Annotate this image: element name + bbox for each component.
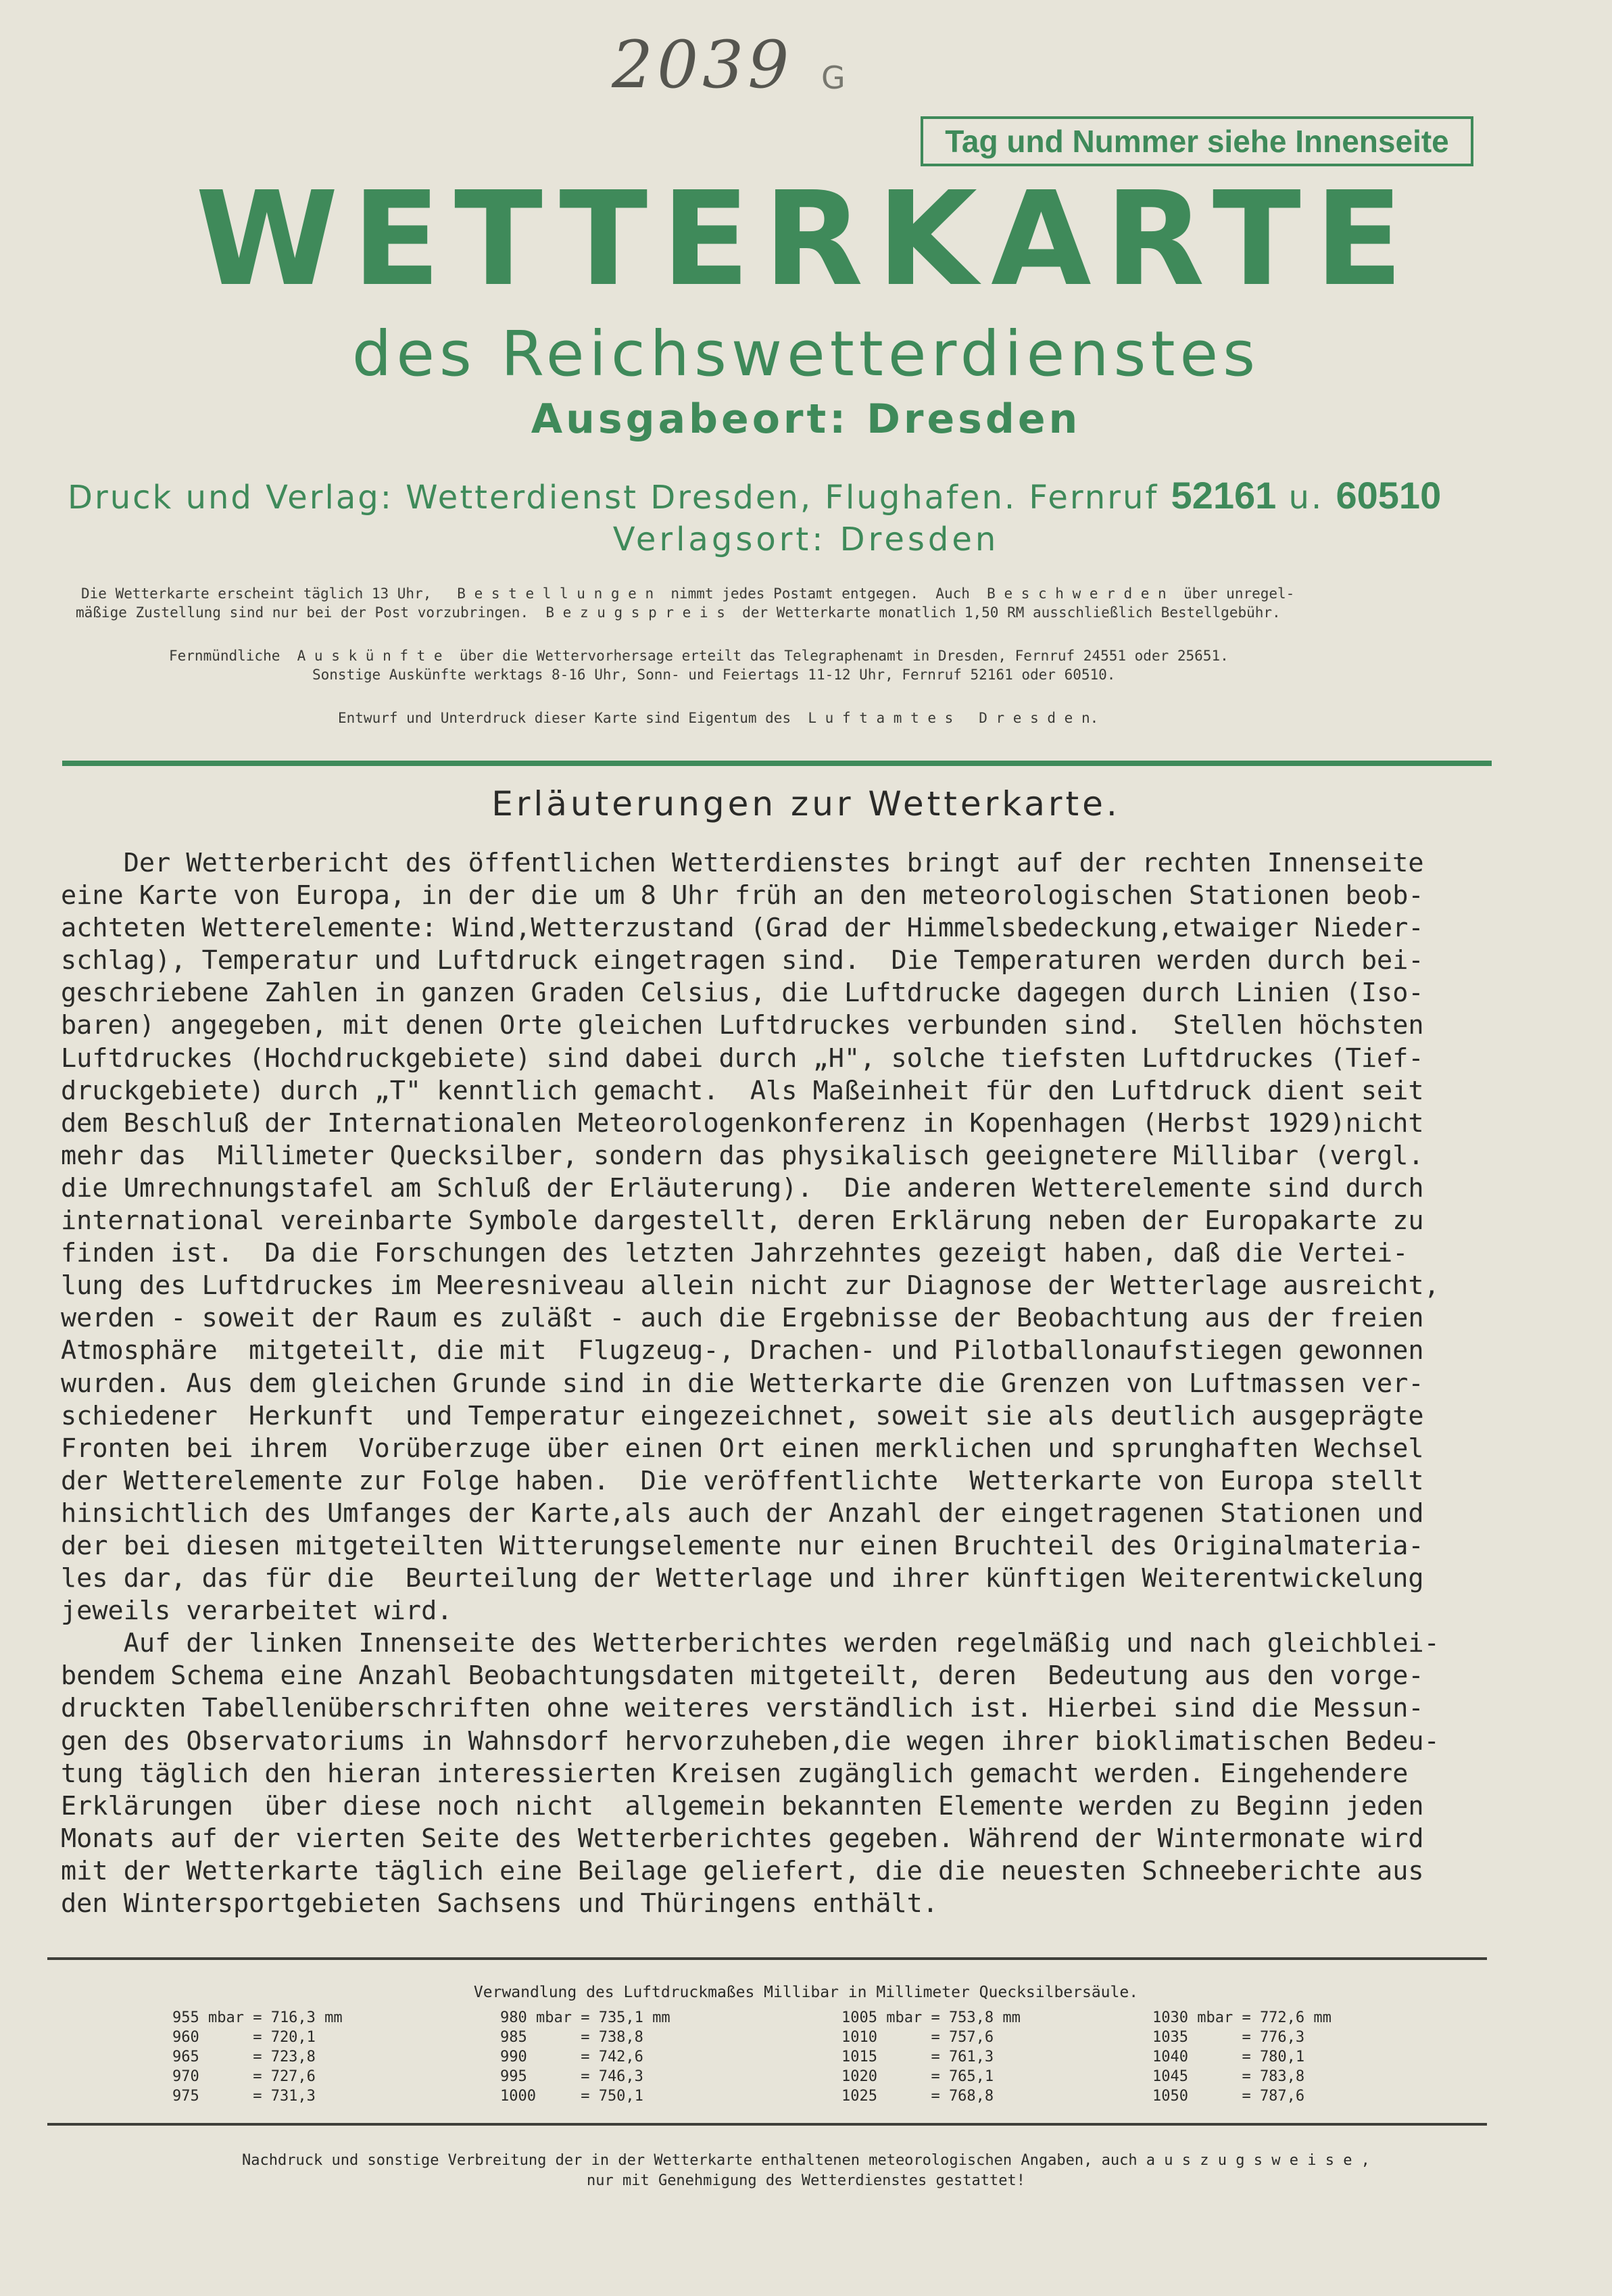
- text-line: Auf der linken Innenseite des Wetterberichtes werden regelmäßig und nach gleichblei-: [61, 1628, 1440, 1659]
- conversion-row: 970 = 727,6: [172, 2068, 316, 2085]
- info-phone-line: Sonstige Auskünfte werktags 8-16 Uhr, Sonn- und Feiertags 11-12 Uhr, Fernruf 52161 oder 60510.: [312, 667, 1116, 683]
- conversion-row: 1010 = 757,6: [841, 2029, 994, 2046]
- footer-divider: [47, 2123, 1487, 2126]
- text-line: Der Wetterbericht des öffentlichen Wetterdienstes bringt auf der rechten Innenseite: [61, 848, 1424, 878]
- text-line: dem Beschluß der Internationalen Meteorologenkonferenz in Kopenhagen (Herbst 1929)nicht: [61, 1107, 1424, 1139]
- conversion-row: 985 = 738,8: [500, 2029, 643, 2046]
- issue-place: Ausgabeort: Dresden: [531, 396, 1081, 443]
- text-line: international vereinbarte Symbole dargestellt, deren Erklärung neben der Europakarte zu: [61, 1205, 1424, 1237]
- conversion-row: 980 mbar = 735,1 mm: [500, 2009, 670, 2026]
- text-line: tung täglich den hieran interessierten Kreisen zugänglich gemacht werden. Eingehendere: [61, 1758, 1409, 1789]
- text-line: Atmosphäre mitgeteilt, die mit Flugzeug-, Drachen- und Pilotballonaufstiegen gewonnen: [61, 1335, 1424, 1366]
- section-heading: Erläuterungen zur Wetterkarte.: [491, 784, 1121, 823]
- header-divider: [62, 761, 1492, 766]
- phone-number-2: 60510: [1336, 474, 1442, 517]
- conversion-row: 960 = 720,1: [172, 2029, 316, 2046]
- copyright-line: Entwurf und Unterdruck dieser Karte sind Eigentum des L u f t a m t e s D r e s d e n.: [338, 710, 1099, 726]
- text-line: Fronten bei ihrem Vorüberzuge über einen Ort einen merklichen und sprunghaften Wechsel: [61, 1433, 1424, 1464]
- handwritten-mark: G: [821, 59, 846, 96]
- page-subtitle: des Reichswetterdienstes: [351, 318, 1261, 390]
- text-line: geschriebene Zahlen in ganzen Graden Celsius, die Luftdrucke dagegen durch Linien (Iso-: [61, 978, 1424, 1009]
- text-line: der Wetterelemente zur Folge haben. Die veröffentlichte Wetterkarte von Europa stellt: [61, 1465, 1424, 1496]
- text-line: druckten Tabellenüberschriften ohne weiteres verständlich ist. Hierbei sind die Messun-: [61, 1693, 1424, 1724]
- conversion-row: 1000 = 750,1: [500, 2088, 643, 2105]
- text-line: die Umrechnungstafel am Schluß der Erläuterung). Die anderen Wetterelemente sind durch: [61, 1172, 1424, 1203]
- text-line: Erklärungen über diese noch nicht allgemein bekannten Elemente werden zu Beginn jeden: [61, 1790, 1424, 1821]
- text-line: druckgebiete) durch „T" kenntlich gemacht. Als Maßeinheit für den Luftdruck dient seit: [61, 1075, 1424, 1106]
- footer-line: Nachdruck und sonstige Verbreitung der in der Wetterkarte enthaltenen meteorologischen Angaben, auch a u s z u g s w e i s e ,: [242, 2152, 1370, 2169]
- conversion-row: 1005 mbar = 753,8 mm: [841, 2009, 1021, 2026]
- footer-line: nur mit Genehmigung des Wetterdienstes gestattet!: [586, 2172, 1025, 2189]
- conversion-row: 1040 = 780,1: [1152, 2049, 1305, 2065]
- publisher-line: [68, 473, 1521, 517]
- conversion-row: 1030 mbar = 772,6 mm: [1152, 2009, 1332, 2026]
- conversion-column: [500, 2008, 670, 2106]
- info-phone-line: Fernmündliche A u s k ü n f t e über die Wettervorhersage erteilt das Telegraphenamt in Dresden, Fernruf 24551 oder 25651.: [169, 648, 1229, 664]
- conversion-row: 1035 = 776,3: [1152, 2029, 1305, 2046]
- conversion-row: 1025 = 768,8: [841, 2088, 994, 2105]
- text-line: mehr das Millimeter Quecksilber, sondern das physikalisch geeignetere Millibar (vergl.: [61, 1140, 1424, 1171]
- publisher-text: Druck und Verlag: Wetterdienst Dresden, Flughafen. Fernruf: [68, 479, 1159, 517]
- conversion-row: 1020 = 765,1: [841, 2068, 994, 2085]
- issue-note-box: Tag und Nummer siehe Innenseite: [921, 116, 1473, 166]
- conversion-row: 955 mbar = 716,3 mm: [172, 2009, 343, 2026]
- publishing-place: Verlagsort: Dresden: [612, 521, 1000, 558]
- explanation-text: [61, 847, 1494, 1920]
- text-line: schiedener Herkunft und Temperatur eingezeichnet, soweit sie als deutlich ausgeprägte: [61, 1400, 1424, 1431]
- text-line: schlag), Temperatur und Luftdruck eingetragen sind. Die Temperaturen werden durch bei-: [61, 945, 1424, 976]
- text-line: jeweils verarbeitet wird.: [61, 1596, 453, 1627]
- conversion-row: 965 = 723,8: [172, 2049, 316, 2065]
- conversion-column: [841, 2008, 1021, 2106]
- text-line: lung des Luftdruckes im Meeresniveau allein nicht zur Diagnose der Wetterlage ausreicht,: [61, 1270, 1440, 1301]
- text-line: baren) angegeben, mit denen Orte gleichen Luftdruckes verbunden sind. Stellen höchsten: [61, 1010, 1424, 1041]
- conversion-row: 995 = 746,3: [500, 2068, 643, 2085]
- text-line: bendem Schema eine Anzahl Beobachtungsdaten mitgeteilt, deren Bedeutung aus den vorge-: [61, 1660, 1424, 1692]
- handwritten-number: 2039: [612, 27, 793, 103]
- text-line: Luftdruckes (Hochdruckgebiete) sind dabei durch „H", solche tiefsten Luftdruckes (Tief-: [61, 1043, 1424, 1074]
- text-line: gen des Observatoriums in Wahnsdorf hervorzuheben,die wegen ihrer bioklimatischen Bedeu-: [61, 1725, 1440, 1756]
- text-line: les dar, das für die Beurteilung der Wetterlage und ihrer künftigen Weiterentwickelung: [61, 1563, 1424, 1594]
- text-line: achteten Wetterelemente: Wind,Wetterzustand (Grad der Himmelsbedeckung,etwaiger Nieder-: [61, 913, 1424, 944]
- text-line: den Wintersportgebieten Sachsens und Thüringens enthält.: [61, 1888, 939, 1919]
- info-line: Die Wetterkarte erscheint täglich 13 Uhr, B e s t e l l u n g e n nimmt jedes Postamt entgegen. Auch B e s c h w e r d e n über unregel-: [81, 585, 1295, 602]
- info-line: mäßige Zustellung sind nur bei der Post vorzubringen. B e z u g s p r e i s der Wetterkarte monatlich 1,50 RM ausschließlich Bestellgebühr.: [76, 604, 1281, 621]
- text-line: wurden. Aus dem gleichen Grunde sind in die Wetterkarte die Grenzen von Luftmassen ver-: [61, 1368, 1424, 1399]
- text-line: finden ist. Da die Forschungen des letzten Jahrzehntes gezeigt haben, daß die Vertei-: [61, 1238, 1409, 1269]
- text-line: mit der Wetterkarte täglich eine Beilage geliefert, die die neuesten Schneeberichte aus: [61, 1855, 1424, 1886]
- conversion-row: 990 = 742,6: [500, 2049, 643, 2065]
- conversion-row: 975 = 731,3: [172, 2088, 316, 2105]
- publisher-conjunction: u.: [1288, 479, 1324, 517]
- conversion-column: [172, 2008, 343, 2106]
- conversion-table-title: Verwandlung des Luftdruckmaßes Millibar in Millimeter Quecksilbersäule.: [473, 1984, 1139, 2001]
- text-line: werden - soweit der Raum es zuläßt - auch die Ergebnisse der Beobachtung aus der freien: [61, 1303, 1424, 1334]
- phone-number-1: 52161: [1171, 474, 1277, 517]
- text-line: hinsichtlich des Umfanges der Karte,als auch der Anzahl der eingetragenen Stationen und: [61, 1498, 1424, 1529]
- conversion-row: 1045 = 783,8: [1152, 2068, 1305, 2085]
- page-title: WETTERKARTE: [195, 164, 1417, 315]
- text-line: der bei diesen mitgeteilten Witterungselemente nur einen Bruchteil des Originalmateria-: [61, 1530, 1424, 1561]
- text-line: eine Karte von Europa, in der die um 8 Uhr früh an den meteorologischen Stationen beob-: [61, 880, 1424, 911]
- text-line: Monats auf der vierten Seite des Wetterberichtes gegeben. Während der Wintermonate wird: [61, 1823, 1424, 1854]
- table-divider: [47, 1957, 1487, 1960]
- conversion-row: 1015 = 761,3: [841, 2049, 994, 2065]
- conversion-row: 1050 = 787,6: [1152, 2088, 1305, 2105]
- conversion-column: [1152, 2008, 1332, 2106]
